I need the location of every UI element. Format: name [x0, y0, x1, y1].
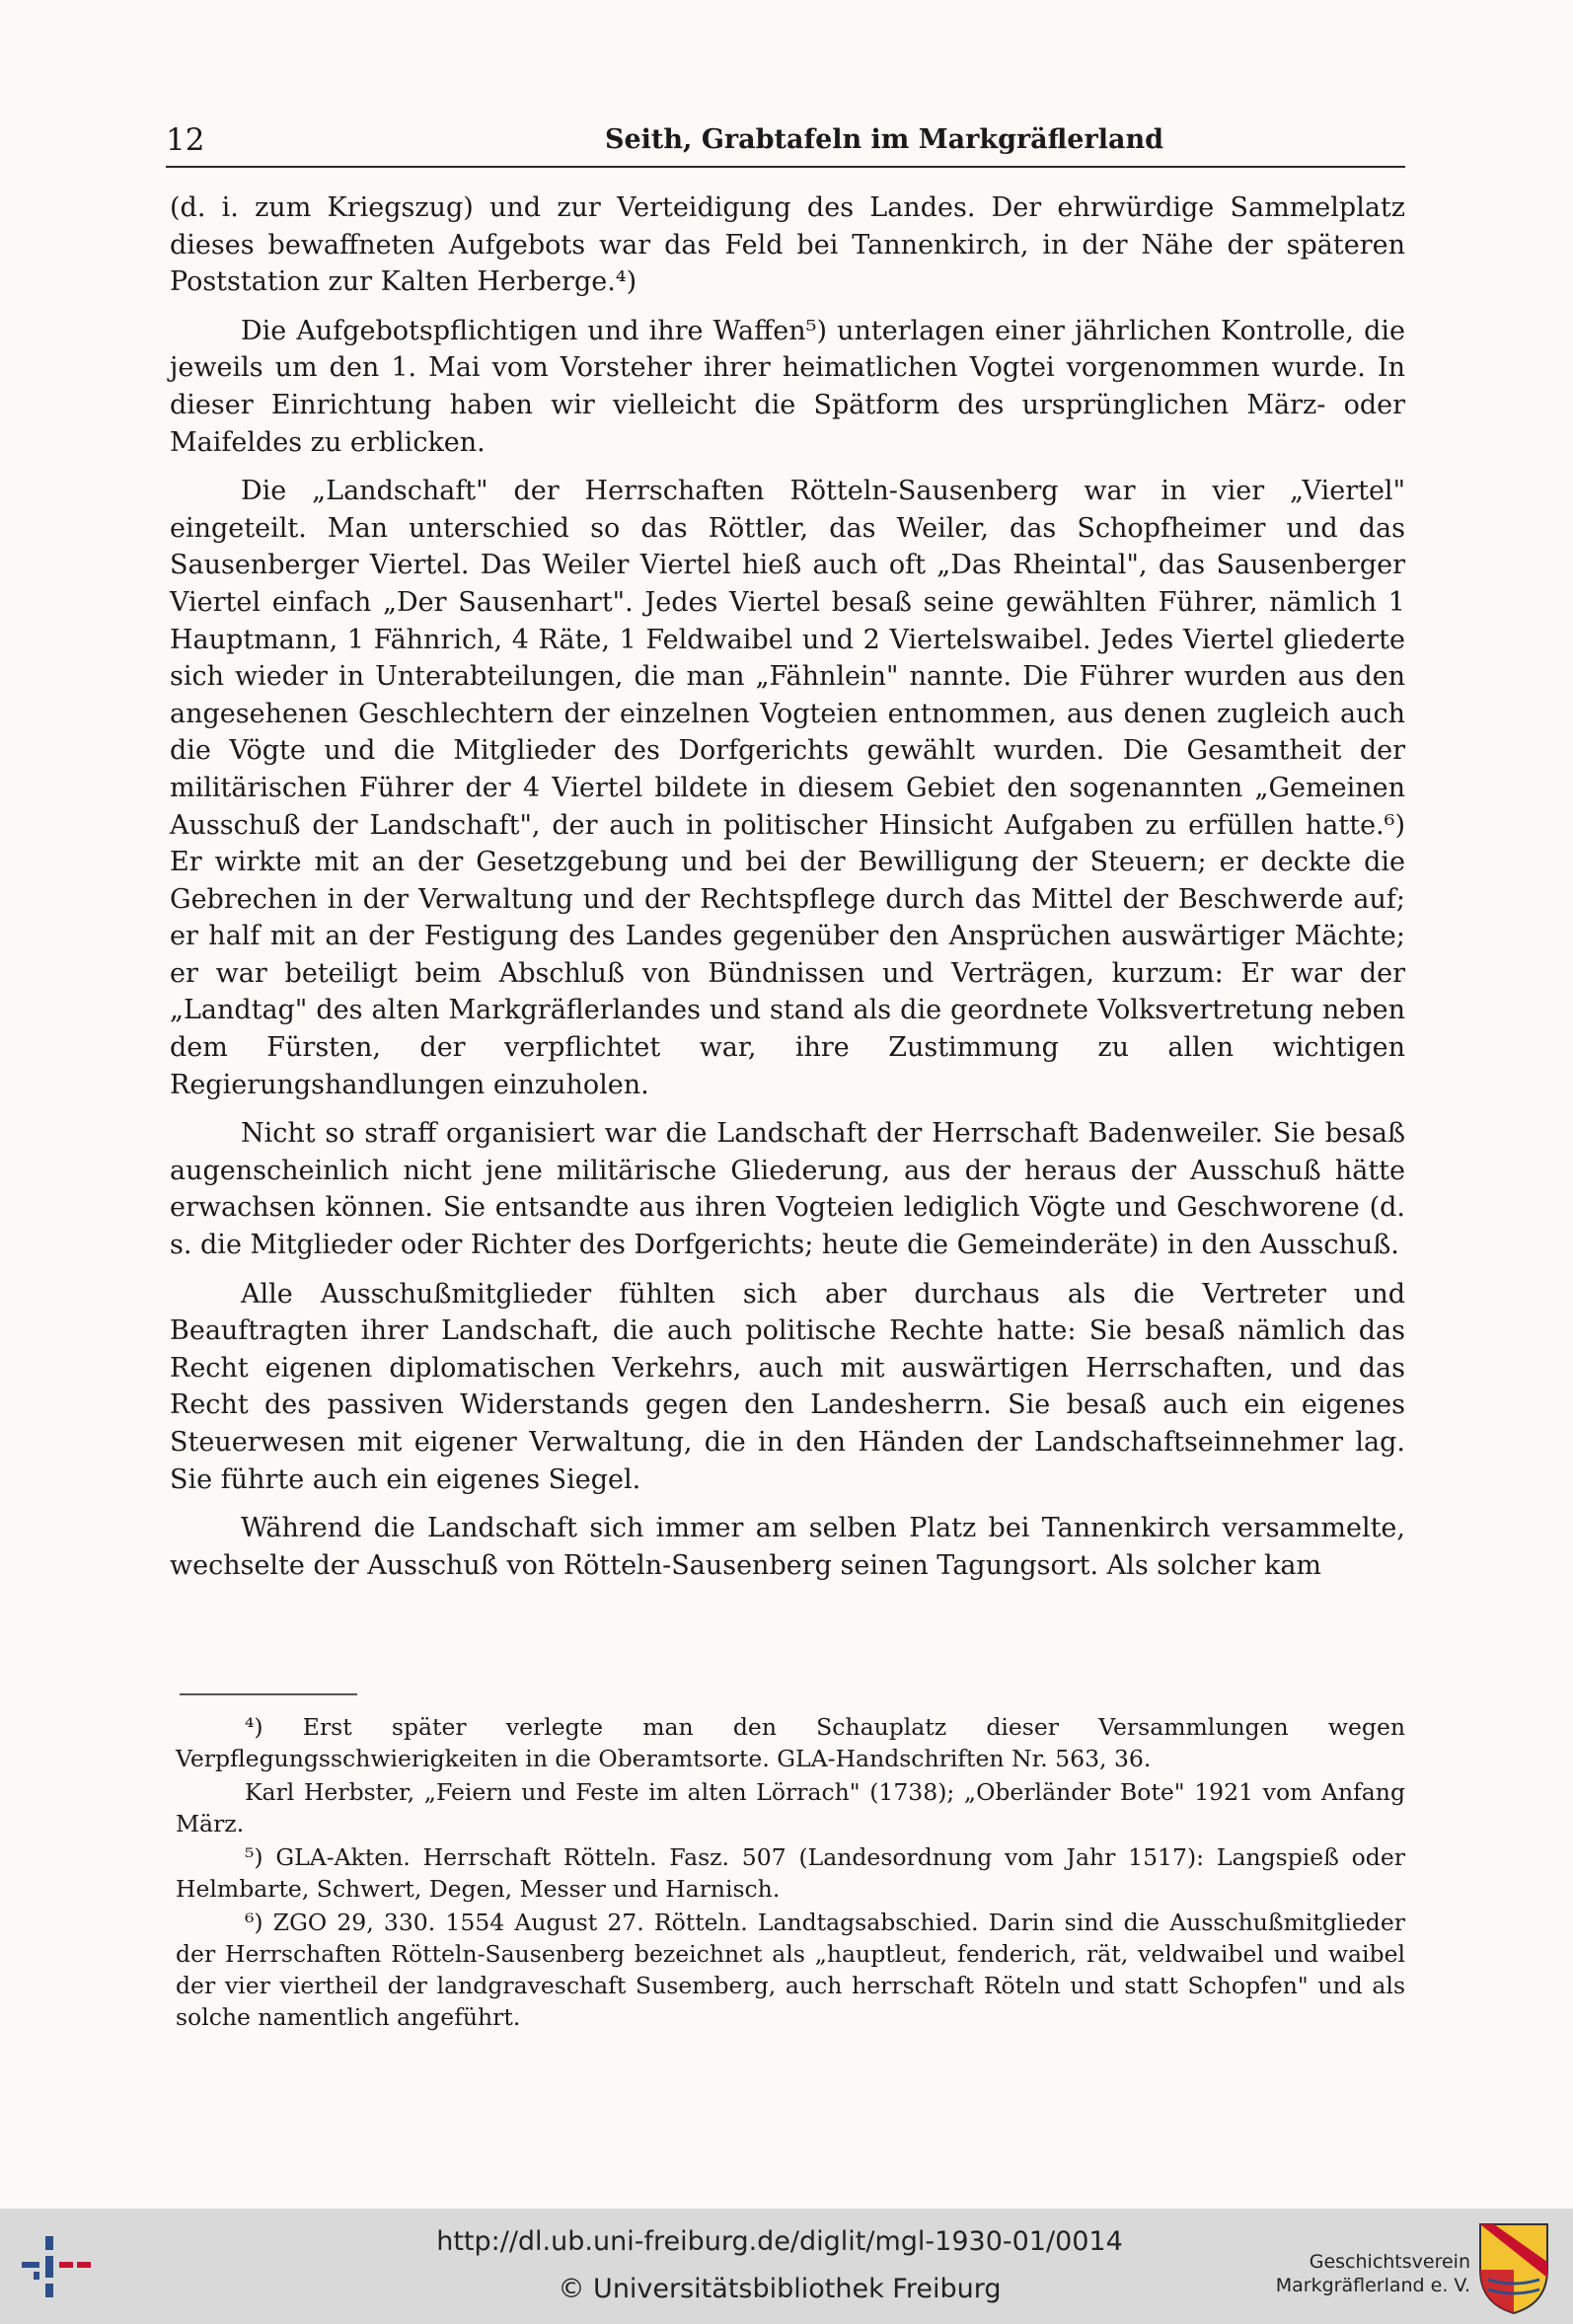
page-number: 12 [166, 122, 205, 158]
running-head: Seith, Grabtafeln im Markgräflerland [605, 124, 1163, 155]
paragraph: Alle Ausschußmitglieder fühlten sich aber durchaus als die Vertreter und Beauftragten ihrer Landschaft, die auch politische Rechte hatte: Sie besaß nämlich das Recht eigenen diplomatischen Verkehrs, auch mit auswärtigen Herrschaften, und das Recht des passiven Widerstands gegen den Landesherrn. Sie besaß auch ein eigenes Steuerwesen mit eigener Verwaltung, die in den Händen der Landschaftseinnehmer lag. Sie führte auch ein eigenes Siegel. [170, 1278, 1405, 1495]
body-text [170, 189, 1405, 1596]
copyright-notice: © Universitätsbibliothek Freiburg [558, 2274, 1002, 2304]
society-line-1: Geschichtsverein [1309, 2251, 1470, 2273]
paragraph: Die Aufgebotspflichtigen und ihre Waffen⁵) unterlagen einer jährlichen Kontrolle, die jeweils um den 1. Mai vom Vorsteher ihrer heimatlichen Vogtei vorgenommen wurde. In dieser Einrichtung haben wir vielleicht die Spätform des ursprünglichen März- oder Maifeldes zu erblicken. [170, 315, 1405, 458]
viewer-footer [0, 2209, 1573, 2324]
paragraph: (d. i. zum Kriegszug) und zur Verteidigung des Landes. Der ehrwürdige Sammelplatz dieses bewaffneten Aufgebots war das Feld bei Tannenkirch, in der Nähe der späteren Poststation zur Kalten Herberge.⁴) [170, 192, 1405, 298]
page-header [166, 116, 1405, 168]
society-line-2: Markgräflerland e. V. [1275, 2275, 1470, 2296]
footnote: ⁵) GLA-Akten. Herrschaft Rötteln. Fasz. 507 (Landesordnung vom Jahr 1517): Langspieß oder Helmbarte, Schwert, Degen, Messer und Harnisch. [176, 1843, 1405, 1903]
footnote: Karl Herbster, „Feiern und Feste im alten Lörrach" (1738); „Oberländer Bote" 1921 vom Anfang März. [176, 1778, 1405, 1837]
footnote: ⁶) ZGO 29, 330. 1554 August 27. Rötteln. Landtagsabschied. Darin sind die Ausschußmitglieder der Herrschaften Rötteln-Sausenberg bezeichnet als „hauptleut, fenderich, rät, veldwaibel und waibel der vier viertheil der landgraveschaft Susemberg, auch herrschaft Röteln und statt Schopfen" und als solche namentlich angeführt. [176, 1909, 1405, 2031]
paragraph: Nicht so straff organisiert war die Landschaft der Herrschaft Badenweiler. Sie besaß augenscheinlich nicht jene militärische Gliederung, aus der heraus der Ausschuß hätte erwachsen können. Sie entsandte aus ihren Vogteien lediglich Vögte und Geschworene (d. s. die Mitglieder oder Richter des Dorfgerichts; heute die Gemeinderäte) in den Ausschuß. [170, 1118, 1405, 1261]
paragraph: Die „Landschaft" der Herrschaften Rötteln-Sausenberg war in vier „Viertel" eingeteilt. Man unterschied so das Röttler, das Weiler, das Schopfheimer und das Sausenberger Viertel. Das Weiler Viertel hieß auch oft „Das Rheintal", das Sausenberger Viertel einfach „Der Sausenhart". Jedes Viertel besaß seine gewählten Führer, nämlich 1 Hauptmann, 1 Fähnrich, 4 Räte, 1 Feldwaibel und 2 Viertelswaibel. Jedes Viertel gliederte sich wieder in Unterabteilungen, die man „Fähnlein" nannte. Die Führer wurden aus den angesehenen Geschlechtern der einzelnen Vogteien entnommen, aus denen zugleich auch die Vögte und die Mitglieder des Dorfgerichts gewählt wurden. Die Gesamtheit der militärischen Führer der 4 Viertel bildete in diesem Gebiet den sogenannten „Gemeinen Ausschuß der Landschaft", der auch in politischer Hinsicht Aufgaben zu erfüllen hatte.⁶) Er wirkte mit an der Gesetzgebung und bei der Bewilligung der Steuern; er deckte die Gebrechen in der Verwaltung und der Rechtspflege durch das Mittel der Beschwerde auf; er half mit an der Festigung des Landes gegenüber den Ansprüchen auswärtiger Mächte; er war beteiligt beim Abschluß von Bündnissen und Verträgen, kurzum: Er war der „Landtag" des alten Markgräflerlandes und stand als die geordnete Volksvertretung neben dem Fürsten, der verpflichtet war, ihre Zustimmung zu allen wichtigen Regierungshandlungen einzuholen. [170, 476, 1405, 1100]
footnote-divider [180, 1693, 357, 1695]
ub-freiburg-logo-icon[interactable] [18, 2232, 97, 2301]
paragraph: Während die Landschaft sich immer am selben Platz bei Tannenkirch versammelte, wechselte der Ausschuß von Rötteln-Sausenberg seinen Tagungsort. Als solcher kam [170, 1513, 1405, 1581]
permalink-url[interactable]: http://dl.ub.uni-freiburg.de/diglit/mgl-1930-01/0014 [436, 2226, 1123, 2257]
society-name [1243, 2250, 1470, 2297]
footnotes [176, 1711, 1405, 2035]
footnote: ⁴) Erst später verlegte man den Schauplatz dieser Versammlungen wegen Verpflegungsschwierigkeiten in die Oberamtsorte. GLA-Handschriften Nr. 563, 36. [176, 1713, 1405, 1772]
coat-of-arms-icon [1474, 2218, 1553, 2317]
